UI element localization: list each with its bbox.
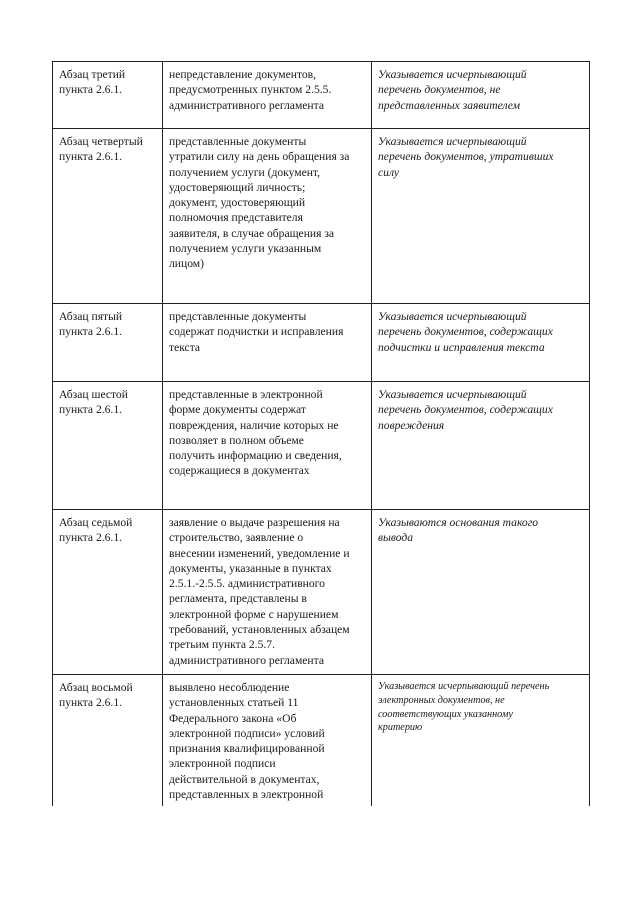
explanation-cell: Указывается исчерпывающий перечень электронных документов, не соответствующих указанному критерию (372, 675, 590, 807)
table-row (53, 129, 590, 304)
paragraph-reference-cell: Абзац третий пункта 2.6.1. (53, 62, 163, 129)
table-row (53, 675, 590, 807)
explanation-cell: Указывается исчерпывающий перечень документов, содержащих подчистки и исправления текста (372, 304, 590, 382)
refusal-reason-cell: непредставление документов, предусмотренных пунктом 2.5.5. административного регламента (163, 62, 372, 129)
explanation-cell: Указывается исчерпывающий перечень документов, утративших силу (372, 129, 590, 304)
paragraph-reference-cell: Абзац шестой пункта 2.6.1. (53, 382, 163, 510)
table-row (53, 304, 590, 382)
paragraph-reference-cell: Абзац восьмой пункта 2.6.1. (53, 675, 163, 807)
table-row (53, 62, 590, 129)
refusal-reason-cell: представленные документы утратили силу на день обращения за получением услуги (документ, удостоверяющий личность; документ, удостоверяющий полномочия представителя заявителя, в случае обращения за получением услуги указанным лицом) (163, 129, 372, 304)
table-row (53, 510, 590, 675)
paragraph-reference-cell: Абзац седьмой пункта 2.6.1. (53, 510, 163, 675)
explanation-cell: Указывается исчерпывающий перечень документов, содержащих повреждения (372, 382, 590, 510)
paragraph-reference-cell: Абзац пятый пункта 2.6.1. (53, 304, 163, 382)
refusal-grounds-table (52, 61, 590, 806)
refusal-reason-cell: представленные документы содержат подчистки и исправления текста (163, 304, 372, 382)
paragraph-reference-cell: Абзац четвертый пункта 2.6.1. (53, 129, 163, 304)
explanation-cell: Указываются основания такого вывода (372, 510, 590, 675)
refusal-reason-cell: представленные в электронной форме документы содержат повреждения, наличие которых не позволяет в полном объеме получить информацию и сведения, содержащиеся в документах (163, 382, 372, 510)
table-row (53, 382, 590, 510)
refusal-reason-cell: выявлено несоблюдение установленных статьей 11 Федерального закона «Об электронной подписи» условий признания квалифицированной электронной подписи действительной в документах, представленных в электронной (163, 675, 372, 807)
refusal-reason-cell: заявление о выдаче разрешения на строительство, заявление о внесении изменений, уведомление и документы, указанные в пунктах 2.5.1.-2.5.5. административного регламента, представлены в электронной форме с нарушением требований, установленных абзацем третьим пункта 2.5.7. административного регламента (163, 510, 372, 675)
explanation-cell: Указывается исчерпывающий перечень документов, не представленных заявителем (372, 62, 590, 129)
